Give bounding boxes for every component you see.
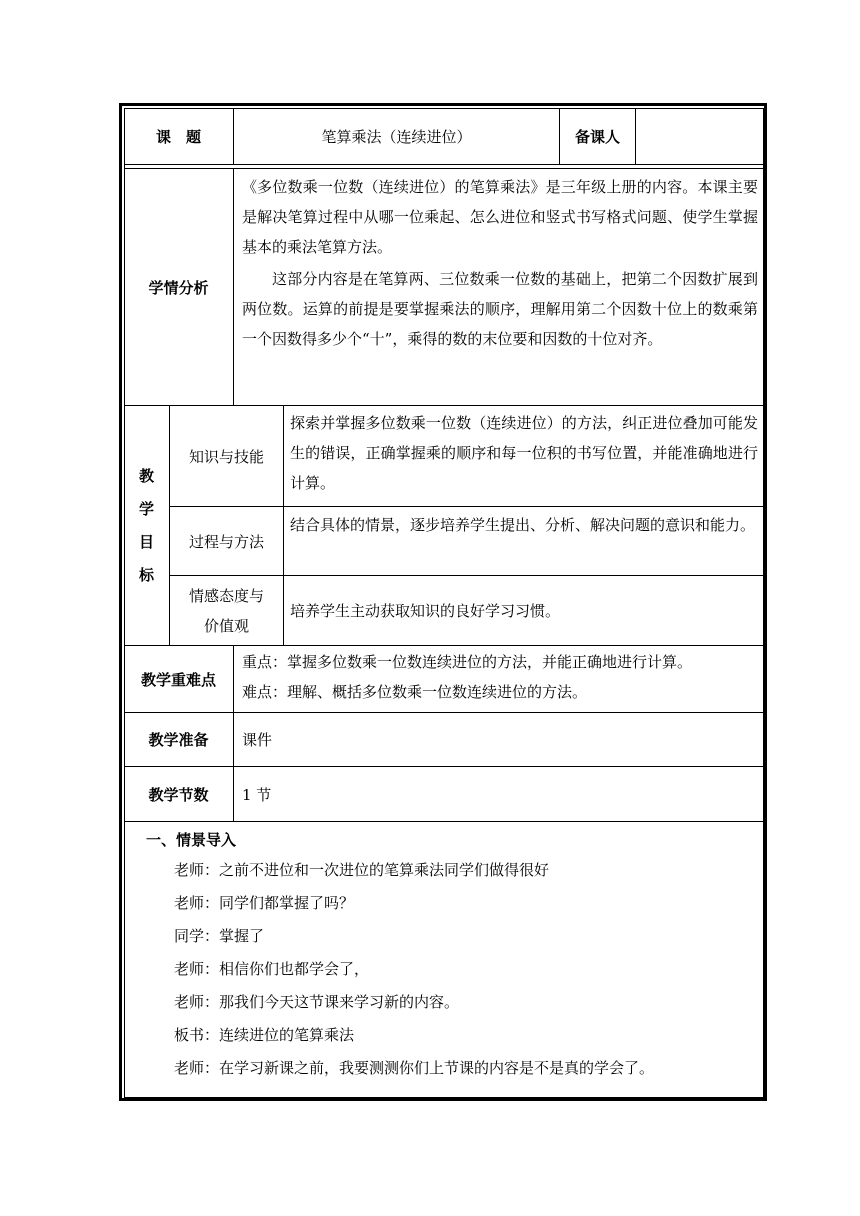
analysis-text bbox=[242, 172, 758, 354]
lesson-heading: 一、情景导入 bbox=[146, 831, 237, 849]
dialogue-line: 同学：掌握了 bbox=[174, 927, 265, 945]
objectives-label bbox=[124, 406, 169, 645]
periods-value: 1 节 bbox=[242, 785, 272, 804]
objective-knowledge-text: 探索并掌握多位数乘一位数（连续进位）的方法，纠正进位叠加可能发生的错误，正确掌握乘的顺序和每一位积的书写位置，并能准确地进行计算。 bbox=[290, 414, 758, 492]
rule-objectives-col2 bbox=[283, 405, 284, 646]
keypoint-focus: 重点：掌握多位数乘一位数连续进位的方法，并能正确地进行计算。 bbox=[242, 653, 693, 671]
objective-attitude-text: 培养学生主动获取知识的良好学习习惯。 bbox=[290, 602, 561, 620]
dialogue-line: 老师：之前不进位和一次进位的笔算乘法同学们做得很好 bbox=[174, 861, 550, 879]
rule-periods-bottom bbox=[124, 821, 764, 822]
preparation-value: 课件 bbox=[242, 731, 273, 749]
objective-attitude-label-line2: 价值观 bbox=[203, 616, 249, 635]
objective-process-text: 结合具体的情景，逐步培养学生提出、分析、解决问题的意识和能力。 bbox=[290, 516, 756, 534]
preparer-value bbox=[636, 108, 764, 164]
objectives-label-char: 教 bbox=[138, 466, 154, 485]
preparer-label: 备课人 bbox=[574, 127, 620, 146]
lesson-section bbox=[146, 826, 756, 1085]
periods-label: 教学节数 bbox=[148, 785, 209, 804]
objectives-label-char: 学 bbox=[138, 499, 154, 518]
dialogue-line: 老师：同学们都掌握了吗？ bbox=[174, 894, 355, 912]
rule-header-bottom bbox=[124, 164, 764, 165]
analysis-paragraph-1: 《多位数乘一位数（连续进位）的笔算乘法》是三年级上册的内容。本课主要是解决笔算过程中从哪一位乘起、怎么进位和竖式书写格式问题、使学生掌握基本的乘法笔算方法。 bbox=[242, 178, 758, 256]
topic-label: 课 题 bbox=[155, 127, 201, 146]
objectives-label-char: 目 bbox=[138, 532, 154, 551]
dialogue-line: 老师：在学习新课之前，我要测测你们上节课的内容是不是真的学会了。 bbox=[174, 1059, 655, 1077]
dialogue-line: 老师：相信你们也都学会了， bbox=[174, 960, 370, 978]
preparation-label: 教学准备 bbox=[148, 731, 209, 749]
objective-attitude-label bbox=[170, 576, 283, 645]
objective-attitude-label-line1: 情感态度与 bbox=[188, 586, 264, 605]
objective-knowledge-label: 知识与技能 bbox=[188, 447, 264, 466]
objectives-label-char: 标 bbox=[138, 565, 154, 584]
rule-bottom-rows-col bbox=[233, 645, 234, 822]
keypoints-label: 教学重难点 bbox=[140, 670, 216, 689]
analysis-label: 学情分析 bbox=[148, 278, 209, 297]
rule-analysis-col bbox=[233, 168, 234, 406]
keypoints-text bbox=[242, 647, 764, 707]
analysis-paragraph-2: 这部分内容是在笔算两、三位数乘一位数的基础上，把第二个因数扩展到两位数。运算的前提是要掌握乘法的顺序，理解用第二个因数十位上的数乘第一个因数得多少个“十”，乘得的数的末位要和因数的十位对齐。 bbox=[242, 270, 758, 348]
dialogue-line: 板书：连续进位的笔算乘法 bbox=[174, 1026, 355, 1044]
objective-process-label: 过程与方法 bbox=[188, 532, 264, 551]
dialogue-line: 老师：那我们今天这节课来学习新的内容。 bbox=[174, 993, 460, 1011]
keypoint-difficulty: 难点：理解、概括多位数乘一位数连续进位的方法。 bbox=[242, 683, 588, 701]
topic-value: 笔算乘法（连续进位） bbox=[321, 127, 472, 146]
